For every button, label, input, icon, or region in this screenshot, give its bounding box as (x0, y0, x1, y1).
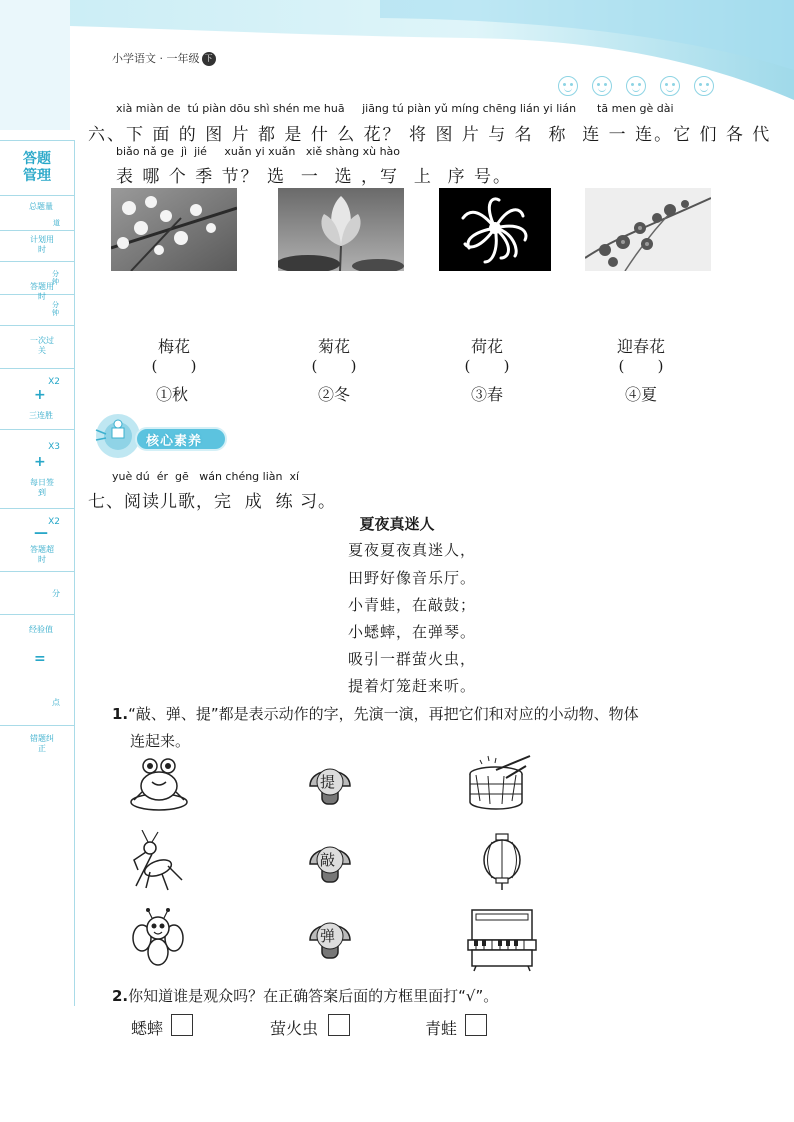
equals-sign: = (34, 651, 46, 667)
mushroom-word-qiao: 敲 (320, 851, 336, 869)
multiplier-x2: X2 (48, 377, 60, 387)
answer-time-unit: 分钟 (52, 301, 59, 317)
minus-sign: — (34, 525, 48, 541)
flower-label-jasmine: 迎春花 (616, 337, 665, 356)
daily-checkin-label: 每日签到 (30, 478, 54, 497)
q7-sub1-line1 (112, 703, 639, 724)
answer-label-firefly: 萤火虫 (270, 1019, 319, 1038)
plum-blossom-photo (111, 188, 237, 271)
q7-sub2-number: 2. (112, 987, 129, 1005)
sidebar-title-line1: 答题 (23, 151, 51, 167)
flower-label-plum: 梅花 (157, 337, 190, 356)
q6-pinyin-line1: xià miàn de tú piàn dōu shì shén me huā jiāng tú piàn yǔ míng chēng lián yi lián tā men gè dài (116, 102, 674, 115)
chrysanthemum-photo (432, 188, 558, 271)
score-unit: 分 (52, 589, 60, 598)
flower-label-lotus: 荷花 (470, 337, 503, 356)
q6-pinyin-line2: biǎo nǎ ge jì jié xuǎn yi xuǎn xiě shàng xù hào (116, 145, 401, 158)
firefly-icon (130, 908, 186, 970)
poem-line: 小青蛙，在敲鼓； (348, 596, 477, 614)
flower-label-chrysanthemum: 菊花 (317, 337, 350, 356)
piano-icon (466, 906, 538, 972)
point-unit: 点 (52, 698, 60, 707)
answer-bracket-lotus[interactable]: ( ) (464, 357, 510, 375)
plus-sign: + (34, 387, 46, 403)
answer-bracket-chrysanthemum[interactable]: ( ) (311, 357, 357, 375)
volume-badge: 下册 (202, 52, 216, 66)
experience-label: 经验值 (29, 625, 53, 634)
checkbox-firefly[interactable] (328, 1014, 350, 1036)
poem-line: 小蟋蟀，在弹琴。 (348, 623, 477, 641)
q7-sub1-line2: 连起来。 (130, 732, 191, 750)
triple-win-label: 三连胜 (29, 411, 53, 420)
once-pass-label: 一次过关 (30, 336, 54, 355)
checkbox-cricket[interactable] (171, 1014, 193, 1036)
q7-sub1-number: 1. (112, 705, 129, 723)
lotus-photo (278, 188, 404, 271)
poem-line: 吸引一群萤火虫， (348, 650, 477, 668)
total-label: 总题量 (29, 202, 53, 211)
plus-sign: + (34, 454, 46, 470)
answer-label-frog: 青蛙 (425, 1019, 458, 1038)
correction-label: 错题纠正 (30, 734, 54, 753)
header-title-text: 小学语文 · 一年级 (112, 52, 200, 65)
q7-sub1-text: “敲、弹、提”都是表示动作的字，先演一演，再把它们和对应的小动物、物体 (128, 705, 639, 723)
q6-question-line2: 表 哪 个 季 节？ 选 一 选 ，写 上 序 号。 (116, 167, 513, 187)
answer-bracket-jasmine[interactable]: ( ) (618, 357, 664, 375)
multiplier-x2: X2 (48, 517, 60, 527)
poem-title: 夏夜真迷人 (359, 515, 435, 533)
season-option-summer: ④夏 (625, 385, 658, 404)
q7-sub2-line (112, 985, 498, 1006)
overtime-label: 答题超时 (30, 545, 54, 564)
poem-line: 夏夜夏夜真迷人， (348, 541, 477, 559)
season-option-autumn: ①秋 (156, 385, 189, 404)
mushroom-word-tan: 弹 (320, 927, 336, 945)
core-literacy-label: 核心素养 (146, 434, 203, 449)
q6-question-line1: 六、下 面 的 图 片 都 是 什 么 花？ 将 图 片 与 名 称 连 一 连。它 们 各 代 (88, 125, 772, 145)
poem-line: 田野好像音乐厅。 (348, 569, 477, 587)
plan-time-unit: 分钟 (52, 270, 59, 286)
q7-question-line: 七、阅读儿歌，完 成 练 习。 (88, 492, 337, 512)
answer-bracket-plum[interactable]: ( ) (151, 357, 197, 375)
cricket-icon (128, 830, 184, 894)
drum-icon (466, 752, 532, 812)
answer-label-cricket: 蟋蟀 (131, 1019, 164, 1038)
frog-icon (128, 752, 190, 812)
mushroom-word-ti: 提 (320, 773, 336, 791)
winter-jasmine-photo (585, 188, 711, 271)
q7-pinyin: yuè dú ér gē wán chéng liàn xí (112, 470, 300, 483)
season-option-winter: ②冬 (318, 385, 351, 404)
multiplier-x3: X3 (48, 442, 60, 452)
q7-sub2-text: 你知道谁是观众吗？在正确答案后面的方框里面打“√”。 (128, 987, 499, 1005)
lantern-icon (480, 832, 524, 892)
checkbox-frog[interactable] (465, 1014, 487, 1036)
total-unit: 道 (53, 219, 60, 227)
answer-time-label: 答题用时 (30, 282, 54, 301)
poem-line: 提着灯笼赶来听。 (348, 677, 477, 695)
sidebar-title-line2: 管理 (23, 168, 51, 184)
season-option-spring: ③春 (471, 385, 504, 404)
plan-time-label: 计划用时 (30, 235, 54, 254)
